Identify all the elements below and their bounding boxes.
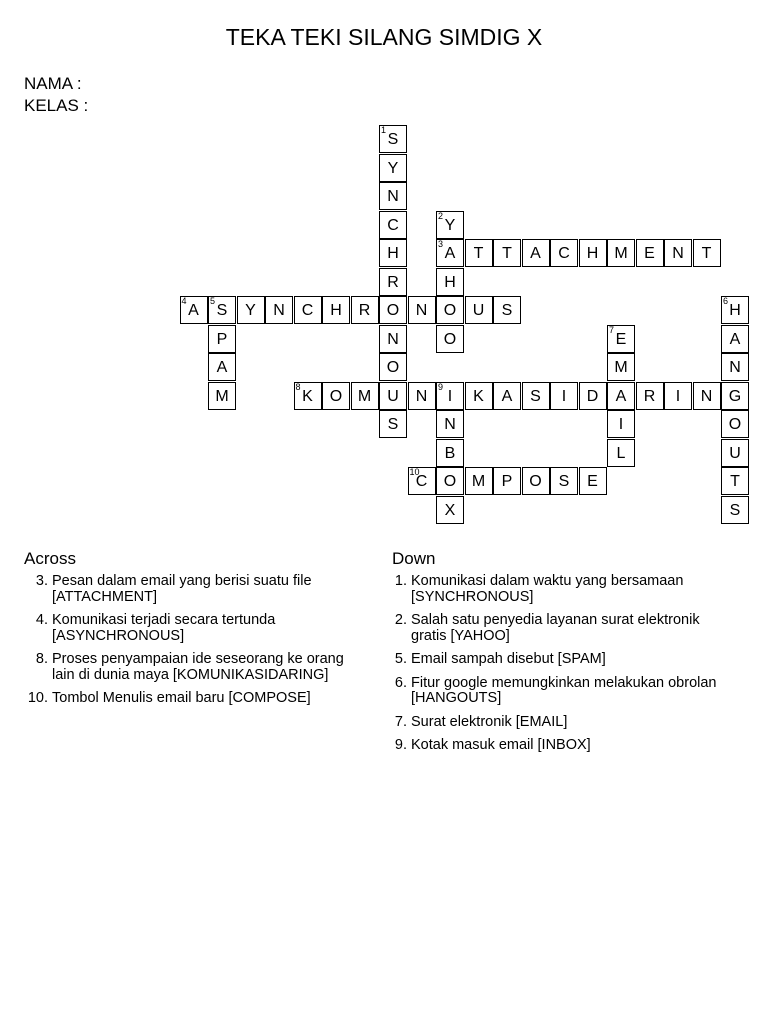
cell-letter: A <box>444 245 456 262</box>
cell-letter: R <box>358 302 371 319</box>
cell-letter: A <box>216 359 228 376</box>
grid-cell <box>493 467 521 495</box>
grid-cell <box>607 239 635 267</box>
cell-letter: I <box>447 387 453 405</box>
cell-letter: H <box>729 302 741 319</box>
grid-cell <box>436 239 464 267</box>
grid-cell <box>607 382 635 410</box>
grid-cell <box>493 382 521 410</box>
cell-letter: M <box>614 359 628 376</box>
grid-cell <box>721 296 749 324</box>
grid-cell <box>408 296 436 324</box>
cell-letter: S <box>729 501 741 519</box>
grid-cell <box>265 296 293 324</box>
cell-letter: A <box>188 302 199 319</box>
grid-cell <box>379 325 407 353</box>
cell-letter: C <box>415 473 428 490</box>
class-field-label: KELAS : <box>24 96 89 115</box>
cell-letter: N <box>387 188 399 205</box>
clue-number: 6. <box>394 674 407 691</box>
cell-letter: N <box>700 387 713 405</box>
down-clue-list <box>383 574 723 762</box>
cell-letter: H <box>330 302 342 319</box>
cell-letter: U <box>387 387 399 405</box>
grid-cell <box>379 268 407 296</box>
grid-cell <box>379 182 407 210</box>
cell-letter: H <box>387 245 399 262</box>
cell-letter: H <box>444 273 456 291</box>
clue-text: Tombol Menulis email baru [COMPOSE] <box>52 690 311 706</box>
cell-letter: B <box>444 444 456 462</box>
cell-letter: A <box>729 330 741 348</box>
grid-cell <box>522 467 550 495</box>
clue-item <box>383 676 723 707</box>
cell-letter: D <box>586 387 599 405</box>
clue-number: 5 <box>210 296 216 306</box>
cell-letter: Y <box>245 302 256 319</box>
clue-number: 9 <box>438 381 444 392</box>
grid-cell <box>379 382 407 410</box>
cell-letter: O <box>529 473 542 490</box>
grid-cell <box>664 239 692 267</box>
grid-cell <box>379 211 407 239</box>
clue-number: 7. <box>394 713 407 730</box>
clue-item <box>383 652 723 668</box>
cell-letter: C <box>558 245 570 262</box>
cell-letter: S <box>558 473 570 490</box>
cell-letter: Y <box>444 216 456 234</box>
grid-cell <box>436 296 464 324</box>
clue-number: 3. <box>35 573 48 589</box>
grid-cell <box>436 268 464 296</box>
clue-number: 5. <box>394 651 407 667</box>
grid-cell <box>379 410 407 438</box>
cell-letter: A <box>501 387 513 405</box>
cell-letter: S <box>501 302 513 319</box>
down-heading: Down <box>392 549 436 568</box>
clue-item <box>24 652 364 683</box>
clue-number: 4. <box>35 612 48 628</box>
grid-cell <box>322 382 350 410</box>
grid-cell <box>579 239 607 267</box>
cell-letter: O <box>443 302 457 319</box>
cell-letter: M <box>357 387 372 405</box>
grid-cell <box>493 239 521 267</box>
grid-cell <box>721 439 749 467</box>
cell-letter: M <box>215 387 229 405</box>
grid-cell <box>436 496 464 524</box>
cell-letter: S <box>387 416 399 433</box>
clue-text: Komunikasi terjadi secara tertunda [ASYNCHRONOUS] <box>52 612 276 644</box>
grid-cell <box>579 382 607 410</box>
grid-cell <box>294 296 322 324</box>
grid-cell <box>721 353 749 381</box>
grid-cell <box>379 125 407 153</box>
grid-cell <box>208 353 236 381</box>
grid-cell <box>721 496 749 524</box>
clue-item <box>383 715 723 731</box>
cell-letter: S <box>530 387 541 405</box>
cell-letter: K <box>302 387 313 405</box>
clue-number: 1 <box>381 125 387 135</box>
page-title: TEKA TEKI SILANG SIMDIG X <box>225 24 543 50</box>
grid-cell <box>607 353 635 381</box>
cell-letter: E <box>644 245 655 262</box>
cell-letter: O <box>728 416 742 433</box>
cell-letter: E <box>615 330 627 348</box>
grid-cell <box>208 325 236 353</box>
clue-number: 9. <box>394 737 407 753</box>
grid-cell <box>721 410 749 438</box>
grid-cell <box>436 439 464 467</box>
cell-letter: P <box>501 473 513 490</box>
cell-letter: T <box>701 245 712 262</box>
clue-text: Email sampah disebut [SPAM] <box>411 651 606 667</box>
cell-letter: O <box>329 387 343 405</box>
cell-letter: A <box>615 387 627 405</box>
grid-cell <box>522 382 550 410</box>
cell-letter: P <box>216 330 228 348</box>
grid-cell <box>436 211 464 239</box>
grid-cell <box>208 296 236 324</box>
clue-item <box>383 738 723 754</box>
clue-number: 10. <box>27 690 48 706</box>
grid-cell <box>522 239 550 267</box>
cell-letter: T <box>502 245 512 262</box>
cell-letter: I <box>675 387 681 405</box>
cell-letter: N <box>672 245 684 262</box>
cell-letter: Y <box>387 159 399 177</box>
grid-cell <box>379 154 407 182</box>
grid-cell <box>465 467 493 495</box>
grid-cell <box>693 239 721 267</box>
cell-letter: O <box>386 359 400 376</box>
grid-cell <box>408 467 436 495</box>
clue-text: Proses penyampaian ide seseorang ke orang lain di dunia maya [KOMUNIKASIDARING] <box>52 651 344 683</box>
cell-letter: L <box>616 444 626 462</box>
cell-letter: N <box>729 359 741 376</box>
cell-letter: G <box>728 387 742 405</box>
grid-cell <box>465 239 493 267</box>
grid-cell <box>436 467 464 495</box>
grid-cell <box>693 382 721 410</box>
across-heading: Across <box>24 549 76 568</box>
name-field-label: NAMA : <box>24 74 82 93</box>
clue-item <box>24 613 364 644</box>
clue-text: Kotak masuk email [INBOX] <box>411 737 591 753</box>
clue-item <box>24 691 364 707</box>
cell-letter: T <box>473 245 484 262</box>
grid-cell <box>351 382 379 410</box>
clue-number: 8 <box>295 381 301 392</box>
grid-cell <box>436 382 464 410</box>
clue-number: 2 <box>438 210 444 221</box>
cell-letter: C <box>387 216 399 234</box>
cell-letter: N <box>415 387 428 405</box>
cell-letter: S <box>387 131 399 148</box>
grid-cell <box>237 296 265 324</box>
clue-number: 3 <box>438 239 444 249</box>
grid-cell <box>379 353 407 381</box>
cell-letter: A <box>530 245 541 262</box>
cell-letter: K <box>473 387 484 405</box>
clue-number: 7 <box>609 324 615 335</box>
clue-text: Fitur google memungkinkan melakukan obrolan [HANGOUTS] <box>411 674 717 706</box>
grid-cell <box>208 382 236 410</box>
clue-number: 6 <box>723 296 729 306</box>
grid-cell <box>180 296 208 324</box>
grid-cell <box>465 296 493 324</box>
grid-cell <box>607 325 635 353</box>
grid-cell <box>550 467 578 495</box>
cell-letter: N <box>387 330 399 348</box>
grid-cell <box>379 296 407 324</box>
cell-letter: U <box>472 302 485 319</box>
cell-letter: N <box>273 302 285 319</box>
grid-cell <box>351 296 379 324</box>
cell-letter: N <box>415 302 428 319</box>
cell-letter: R <box>643 387 656 405</box>
clue-number: 1. <box>394 573 407 589</box>
grid-cell <box>493 296 521 324</box>
clue-item <box>383 574 723 605</box>
across-clue-list <box>24 574 364 715</box>
cell-letter: U <box>729 444 741 462</box>
clue-text: Surat elektronik [EMAIL] <box>411 713 568 730</box>
clue-text: Pesan dalam email yang berisi suatu file [ATTACHMENT] <box>52 573 312 605</box>
clue-number: 10 <box>409 467 420 477</box>
clue-number: 4 <box>181 296 187 306</box>
cell-letter: M <box>471 473 486 490</box>
cell-letter: O <box>443 330 457 348</box>
grid-cell <box>607 439 635 467</box>
clue-text: Komunikasi dalam waktu yang bersamaan [SYNCHRONOUS] <box>411 573 684 605</box>
grid-cell <box>322 296 350 324</box>
cell-letter: I <box>561 387 567 405</box>
grid-cell <box>379 239 407 267</box>
clue-number: 2. <box>394 612 407 628</box>
cell-letter: H <box>586 245 599 262</box>
cell-letter: T <box>730 473 740 490</box>
cell-letter: X <box>444 501 456 519</box>
grid-cell <box>550 382 578 410</box>
clue-item <box>383 613 723 644</box>
cell-letter: O <box>443 473 457 490</box>
grid-cell <box>636 382 664 410</box>
clue-number: 8. <box>35 651 48 667</box>
cell-letter: E <box>587 473 598 490</box>
cell-letter: R <box>387 273 399 291</box>
grid-cell <box>607 410 635 438</box>
cell-letter: I <box>618 416 624 433</box>
grid-cell <box>436 325 464 353</box>
grid-cell <box>579 467 607 495</box>
cell-letter: C <box>301 302 314 319</box>
grid-cell <box>465 382 493 410</box>
cell-letter: M <box>614 245 628 262</box>
grid-cell <box>721 325 749 353</box>
cell-letter: N <box>444 416 456 433</box>
grid-cell <box>550 239 578 267</box>
grid-cell <box>664 382 692 410</box>
grid-cell <box>721 467 749 495</box>
clue-item <box>24 574 364 605</box>
cell-letter: O <box>386 302 400 319</box>
clue-text: Salah satu penyedia layanan surat elektronik gratis [YAHOO] <box>411 612 700 644</box>
cell-letter: S <box>216 302 228 319</box>
grid-cell <box>721 382 749 410</box>
grid-cell <box>436 410 464 438</box>
grid-cell <box>294 382 322 410</box>
grid-cell <box>636 239 664 267</box>
grid-cell <box>408 382 436 410</box>
